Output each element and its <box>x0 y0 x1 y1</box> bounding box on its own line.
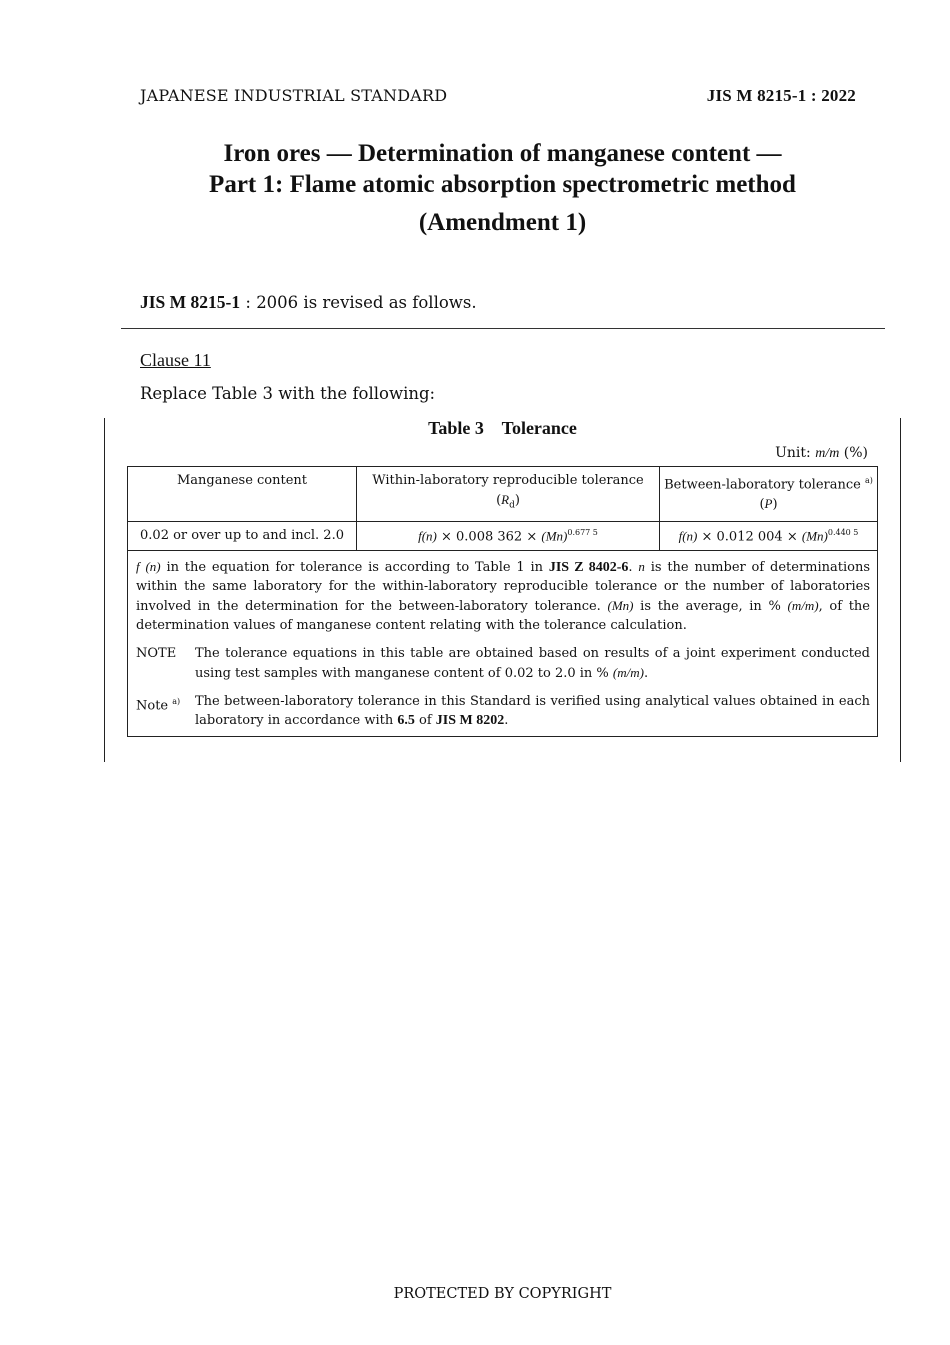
revision-statement: JIS M 8215-1 : 2006 is revised as follows. <box>140 292 477 312</box>
cell-content-range: 0.02 or over up to and incl. 2.0 <box>128 521 357 550</box>
change-bar-left <box>104 418 105 762</box>
header-within-lab-tolerance: Within-laboratory reproducible tolerance $(R_d)$ <box>357 467 660 522</box>
table-caption: Table 3 Tolerance <box>428 418 577 438</box>
table-header-row <box>128 467 878 522</box>
table-unit: Unit: m/m (%) <box>775 445 868 461</box>
title-line-1: Iron ores — Determination of manganese content — <box>223 140 782 167</box>
revised-standard-ref: JIS M 8215-1 <box>140 292 241 312</box>
clause-heading: Clause 11 <box>140 350 211 370</box>
table-note <box>136 644 870 683</box>
note-text: The tolerance equations in this table are obtained based on results of a joint experiment conducted using test samples with manganese content of 0.02 to 2.0 in % (m/m). <box>195 645 870 681</box>
table-notes-row <box>128 550 878 736</box>
header-manganese-content: Manganese content <box>128 467 357 522</box>
header-standard-name: JAPANESE INDUSTRIAL STANDARD <box>140 86 448 105</box>
table-notes <box>128 550 878 736</box>
title-line-2: Part 1: Flame atomic absorption spectrometric method <box>209 171 796 198</box>
cell-within-lab-formula: f(n) × 0.008 $362 \times (Mn)^{0.677 5}$ <box>357 521 660 550</box>
horizontal-divider <box>121 328 885 329</box>
footnote-text: The between-laboratory tolerance in this Standard is verified using analytical values obtained in each laboratory in accordance with 6.5 of JIS M 8202. <box>195 693 870 728</box>
table-footnote-a <box>136 692 870 730</box>
header-between-lab-tolerance: Between-laboratory tolerance $^{a)}$ (P) <box>660 467 878 522</box>
header-standard-number: JIS M 8215-1 : 2022 <box>706 86 856 105</box>
cell-between-lab-formula: f(n) × 0.012 $004 \times (Mn)^{0.440 5}$ <box>660 521 878 550</box>
copyright-footer: PROTECTED BY COPYRIGHT <box>393 1286 612 1302</box>
tolerance-table <box>127 466 878 737</box>
table-row <box>128 521 878 550</box>
footnote-label: Note $^{a)}$ <box>136 696 181 714</box>
title-amendment: (Amendment 1) <box>418 209 587 236</box>
note-label: NOTE <box>136 645 177 661</box>
replace-instruction: Replace Table 3 with the following: <box>140 384 436 403</box>
tolerance-explanation: f (n) in the equation for tolerance is according to Table 1 in JIS Z 8402-6. n is the number of determinations within the same laboratory for the within-laboratory reproducible tolerance or the number of laboratories involved in the determination for the between-laboratory tolerance. (Mn) is the average, in % (m/m), of the determination values of manganese content relating with the tolerance calculation. <box>136 558 871 633</box>
change-bar-right <box>900 418 901 762</box>
